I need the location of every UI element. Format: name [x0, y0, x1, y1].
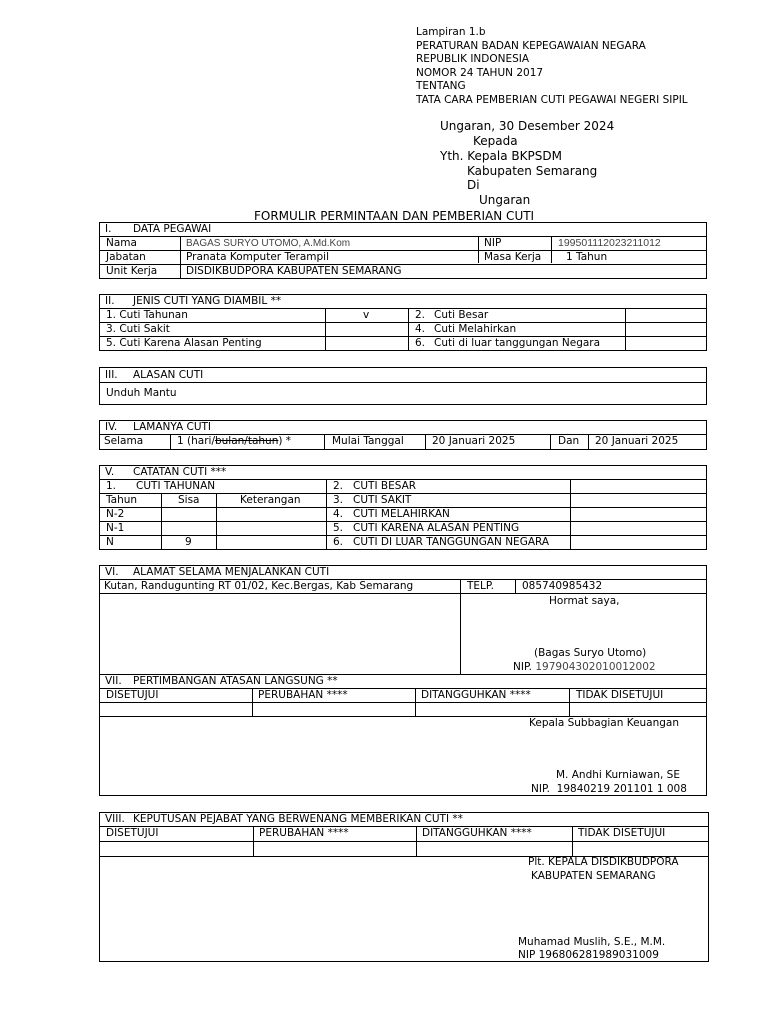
lampiran-label: Lampiran 1.b — [416, 26, 486, 38]
section-title: JENIS CUTI YANG DIAMBIL ** — [133, 295, 282, 307]
unit-kerja-value: DISDIKBUDPORA KABUPATEN SEMARANG — [186, 265, 402, 277]
col-tahun: Tahun — [106, 494, 138, 506]
unit-kerja-label: Unit Kerja — [106, 265, 158, 277]
col-ditangguhkan: DITANGGUHKAN **** — [421, 689, 531, 701]
section-title: ALAMAT SELAMA MENJALANKAN CUTI — [133, 566, 330, 578]
col-tidak-disetujui: TIDAK DISETUJUI — [578, 827, 666, 839]
place-date: Ungaran, 30 Desember 2024 — [440, 119, 615, 133]
alamat-value: Kutan, Randugunting RT 01/02, Kec.Bergas, Kab Semarang — [104, 580, 414, 592]
tahun-cell: N-2 — [106, 508, 125, 520]
col-ditangguhkan: DITANGGUHKAN **** — [422, 827, 532, 839]
pejabat-jabatan-2: KABUPATEN SEMARANG — [531, 870, 656, 882]
selama-label: Selama — [104, 435, 144, 447]
col-perubahan: PERUBAHAN **** — [258, 689, 348, 701]
cuti-option: Cuti Melahirkan — [434, 323, 517, 335]
section-number: II. — [105, 295, 115, 307]
selected-mark: v — [363, 309, 370, 321]
section-alamat-pertimbangan — [99, 565, 707, 796]
regulation-line: NOMOR 24 TAHUN 2017 — [416, 66, 544, 79]
masa-kerja-label: Masa Kerja — [484, 251, 542, 263]
dan-label: Dan — [558, 435, 580, 447]
cuti-option: 1. Cuti Tahunan — [106, 309, 188, 321]
catatan-item: 3. CUTI SAKIT — [333, 494, 412, 506]
catatan-item: 5. CUTI KARENA ALASAN PENTING — [333, 522, 520, 534]
col-keterangan: Keterangan — [240, 494, 301, 506]
col-disetujui: DISETUJUI — [106, 827, 159, 839]
nama-value: BAGAS SURYO UTOMO, A.Md.Kom — [186, 238, 351, 249]
cuti-option: Cuti di luar tanggungan Negara — [434, 337, 601, 349]
telp-label: TELP. — [467, 580, 494, 592]
col-tidak-disetujui: TIDAK DISETUJUI — [576, 689, 664, 701]
di: Di — [467, 178, 480, 192]
pejabat-name: Muhamad Muslih, S.E., M.M. — [518, 936, 666, 948]
atasan-nip: NIP. 19840219 201101 1 008 — [531, 783, 687, 795]
cuti-option: Cuti Besar — [434, 309, 489, 321]
section-number: VI. — [105, 566, 119, 578]
section-number: V. — [105, 466, 115, 478]
telp-value: 085740985432 — [522, 580, 603, 592]
kepada: Kepada — [473, 134, 518, 148]
section-catatan-cuti — [99, 465, 707, 550]
section-number: I. — [105, 223, 112, 235]
pemohon-nip: NIP. 197904302010012002 — [513, 661, 656, 673]
col-disetujui: DISETUJUI — [106, 689, 159, 701]
section-lamanya-cuti — [99, 420, 707, 450]
nip-label: NIP — [484, 237, 502, 249]
section-data-pegawai — [99, 222, 707, 279]
catatan-item: 4. CUTI MELAHIRKAN — [333, 508, 450, 520]
cuti-option: 3. Cuti Sakit — [106, 323, 170, 335]
section-title: ALASAN CUTI — [133, 369, 204, 381]
section-number: III. — [105, 369, 118, 381]
cuti-option-number: 6. — [415, 337, 426, 349]
col-sisa: Sisa — [178, 494, 200, 506]
jabatan-value: Pranata Komputer Terampil — [186, 251, 330, 263]
recipient-region: Kabupaten Semarang — [467, 164, 598, 178]
pemohon-name: (Bagas Suryo Utomo) — [534, 647, 647, 659]
hormat-saya: Hormat saya, — [549, 595, 620, 607]
regulation-line: REPUBLIK INDONESIA — [416, 53, 530, 66]
pejabat-nip: NIP 196806281989031009 — [518, 949, 659, 961]
cuti-tahunan-head: 1. CUTI TAHUNAN — [106, 480, 216, 492]
masa-kerja-value: 1 Tahun — [566, 251, 608, 263]
catatan-item: 2. CUTI BESAR — [333, 480, 417, 492]
regulation-line: TENTANG — [416, 80, 466, 93]
pejabat-jabatan: Plt. KEPALA DISDIKBUDPORA — [528, 856, 679, 868]
recipient: Yth. Kepala BKPSDM — [440, 149, 562, 163]
regulation-line: TATA CARA PEMBERIAN CUTI PEGAWAI NEGERI SIPIL — [416, 93, 688, 106]
section-title: LAMANYA CUTI — [133, 421, 212, 433]
cuti-option-number: 2. — [415, 309, 426, 321]
cuti-option: 5. Cuti Karena Alasan Penting — [106, 337, 262, 349]
form-title: FORMULIR PERMINTAAN DAN PEMBERIAN CUTI — [254, 209, 535, 223]
nama-label: Nama — [106, 237, 137, 249]
section-title: PERTIMBANGAN ATASAN LANGSUNG ** — [133, 675, 338, 687]
regulation-line: PERATURAN BADAN KEPEGAWAIAN NEGARA — [416, 39, 646, 52]
alasan-value: Unduh Mantu — [106, 387, 177, 399]
section-number: IV. — [105, 421, 118, 433]
section-keputusan-pejabat — [99, 812, 709, 962]
section-title: DATA PEGAWAI — [133, 223, 212, 235]
atasan-name: M. Andhi Kurniawan, SE — [556, 769, 680, 781]
section-jenis-cuti — [99, 294, 707, 351]
atasan-jabatan: Kepala Subbagian Keuangan — [529, 717, 680, 729]
durasi-value: 1 (hari/bulan/tahun) * — [177, 435, 292, 447]
jabatan-label: Jabatan — [106, 251, 146, 263]
catatan-item: 6. CUTI DI LUAR TANGGUNGAN NEGARA — [333, 536, 550, 548]
section-number: VIII. — [105, 813, 125, 825]
tahun-cell: N-1 — [106, 522, 125, 534]
tahun-cell: N — [106, 536, 114, 548]
mulai-value: 20 Januari 2025 — [432, 435, 516, 447]
lampiran-header — [416, 26, 688, 108]
recipient-city: Ungaran — [479, 193, 531, 207]
section-number: VII. — [105, 675, 122, 687]
mulai-label: Mulai Tanggal — [332, 435, 404, 447]
sampai-value: 20 Januari 2025 — [595, 435, 679, 447]
nip-value: 199501112023211012 — [558, 237, 661, 249]
sisa-cell: 9 — [185, 536, 192, 548]
section-title: KEPUTUSAN PEJABAT YANG BERWENANG MEMBERIKAN CUTI ** — [133, 813, 463, 825]
cuti-option-number: 4. — [415, 323, 426, 335]
col-perubahan: PERUBAHAN **** — [259, 827, 349, 839]
section-title: CATATAN CUTI *** — [133, 466, 227, 478]
section-alasan-cuti — [99, 367, 707, 405]
